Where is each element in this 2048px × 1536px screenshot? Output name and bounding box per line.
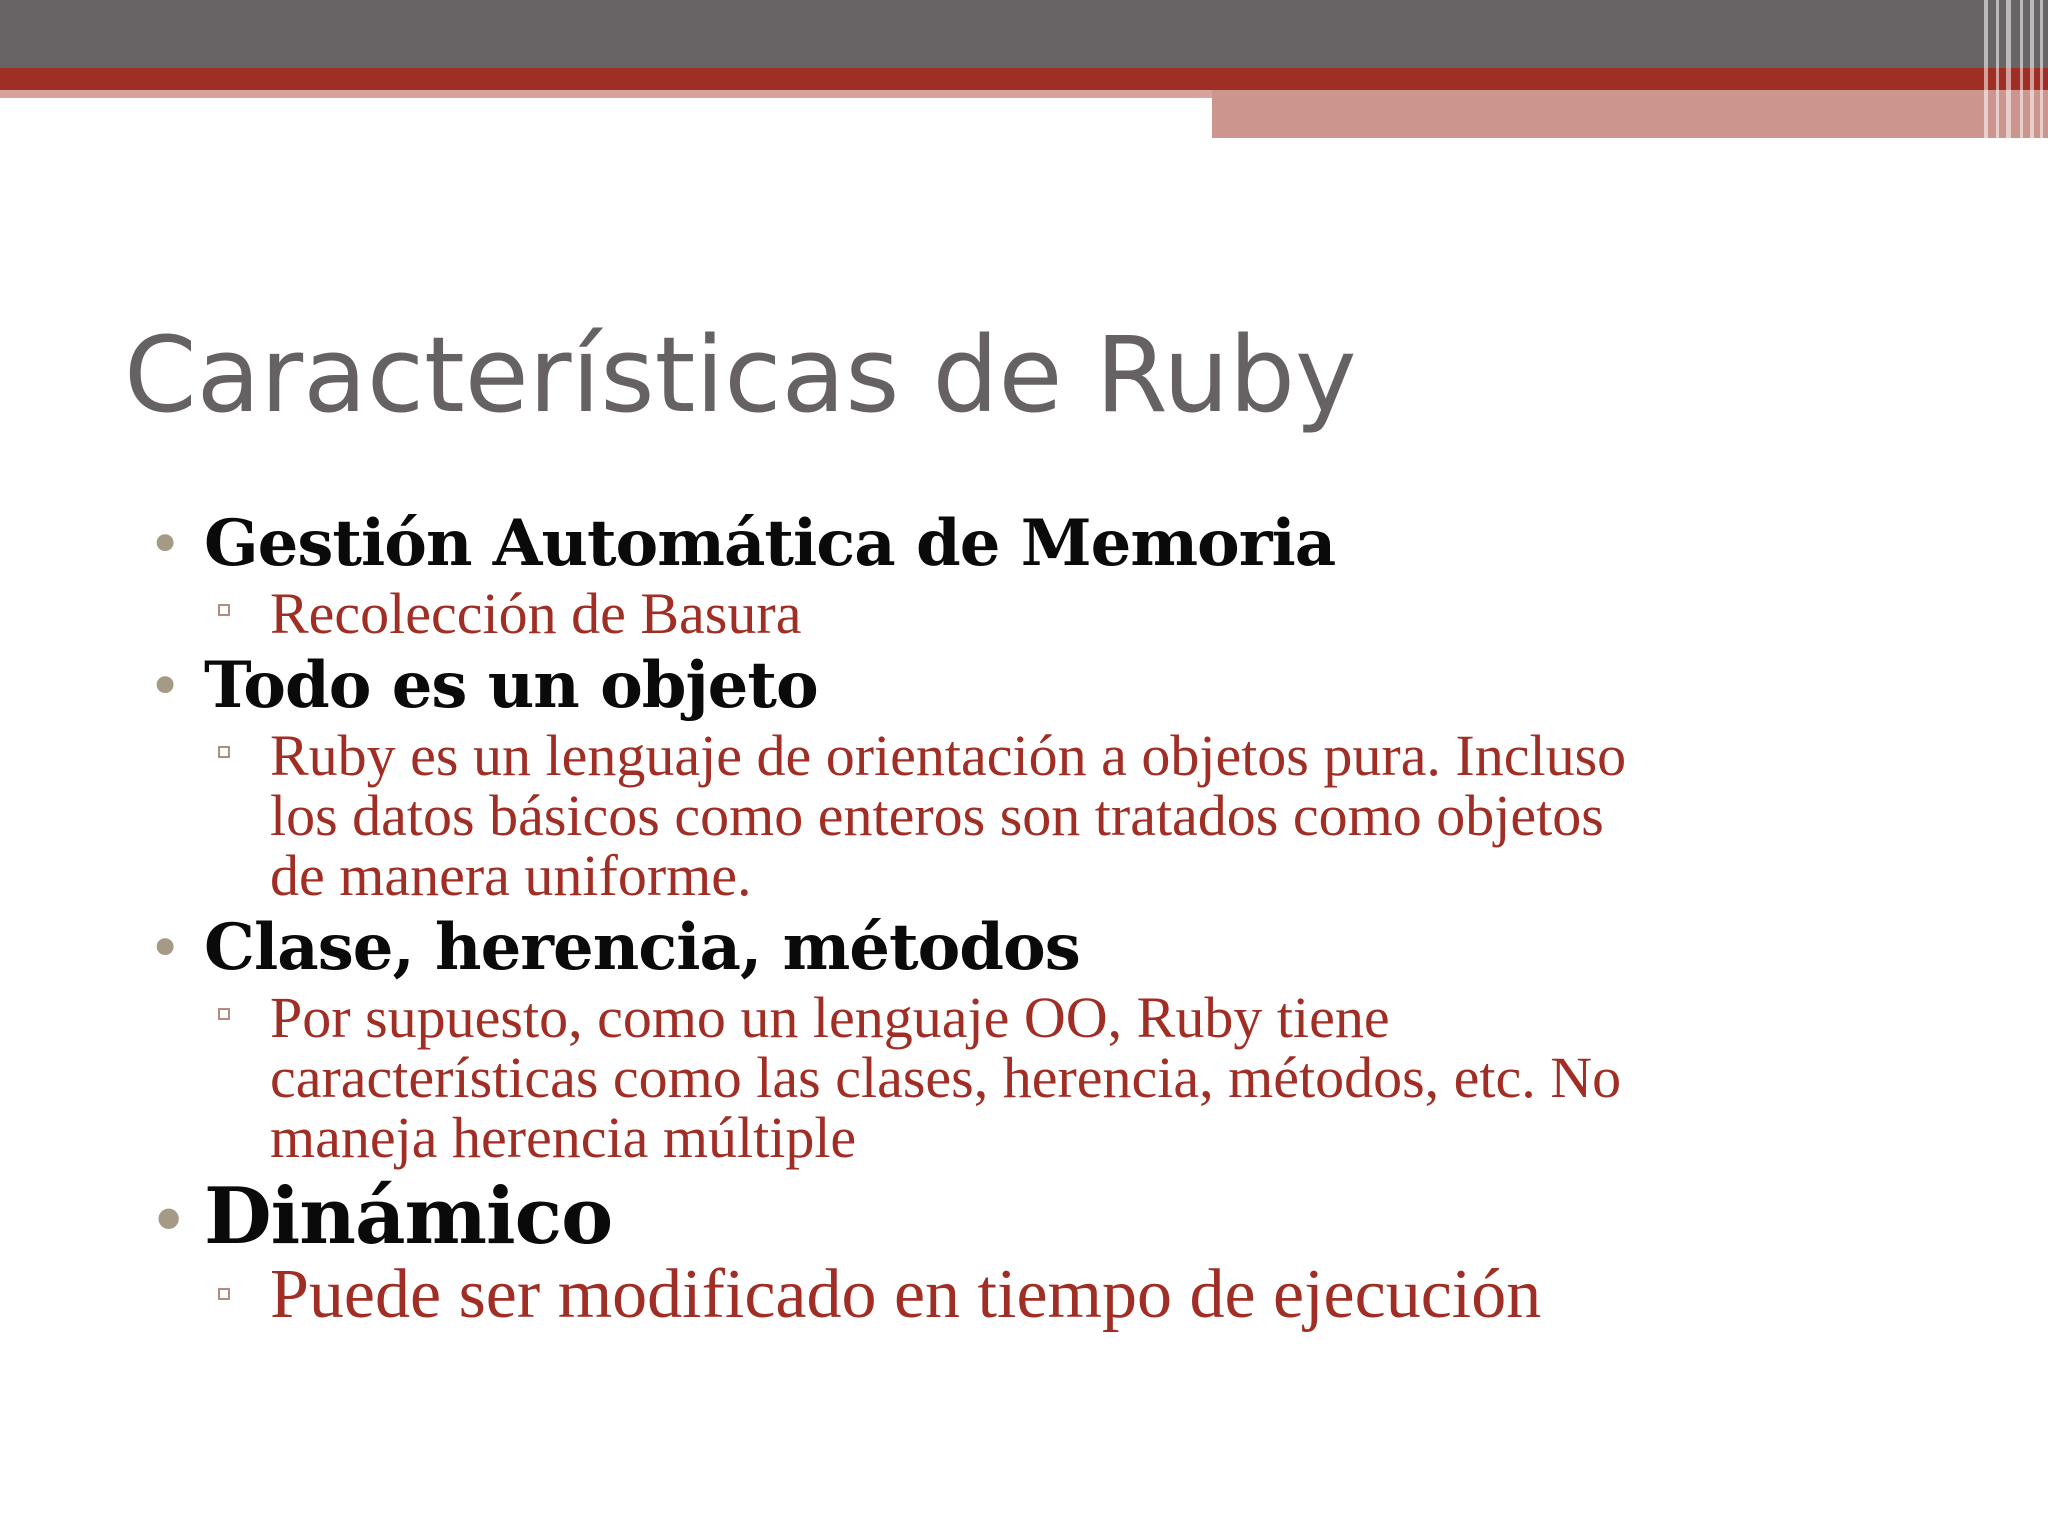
square-bullet bbox=[218, 1008, 230, 1020]
square-bullet bbox=[218, 604, 230, 616]
sub-bullet-memory: Recolección de Basura bbox=[270, 581, 802, 646]
sub-bullet-object-line2: los datos básicos como enteros son tratados como objetos bbox=[270, 783, 1604, 848]
sub-bullet-object-line3: de manera uniforme. bbox=[270, 843, 752, 908]
square-bullet bbox=[218, 1288, 230, 1300]
sub-bullet-class-line3: maneja herencia múltiple bbox=[270, 1105, 857, 1170]
sub-bullet-dynamic: Puede ser modificado en tiempo de ejecución bbox=[270, 1256, 1542, 1333]
bullet-heading-object: Todo es un objeto bbox=[204, 648, 818, 723]
sub-bullet-class-line2: características como las clases, herencia, métodos, etc. No bbox=[270, 1045, 1622, 1110]
bullet-dot: • bbox=[148, 510, 183, 578]
slide-title: Características de Ruby bbox=[124, 314, 1357, 436]
bullet-dot: • bbox=[148, 1180, 190, 1262]
bullet-heading-dynamic: Dinámico bbox=[204, 1171, 613, 1262]
square-bullet bbox=[218, 746, 230, 758]
bullet-heading-class: Clase, herencia, métodos bbox=[204, 910, 1080, 985]
bullet-dot: • bbox=[148, 914, 183, 982]
bullet-dot: • bbox=[148, 652, 183, 720]
bullet-heading-memory: Gestión Automática de Memoria bbox=[204, 506, 1336, 581]
sub-bullet-class-line1: Por supuesto, como un lenguaje OO, Ruby tiene bbox=[270, 985, 1390, 1050]
sub-bullet-object-line1: Ruby es un lenguaje de orientación a objetos pura. Incluso bbox=[270, 723, 1627, 788]
